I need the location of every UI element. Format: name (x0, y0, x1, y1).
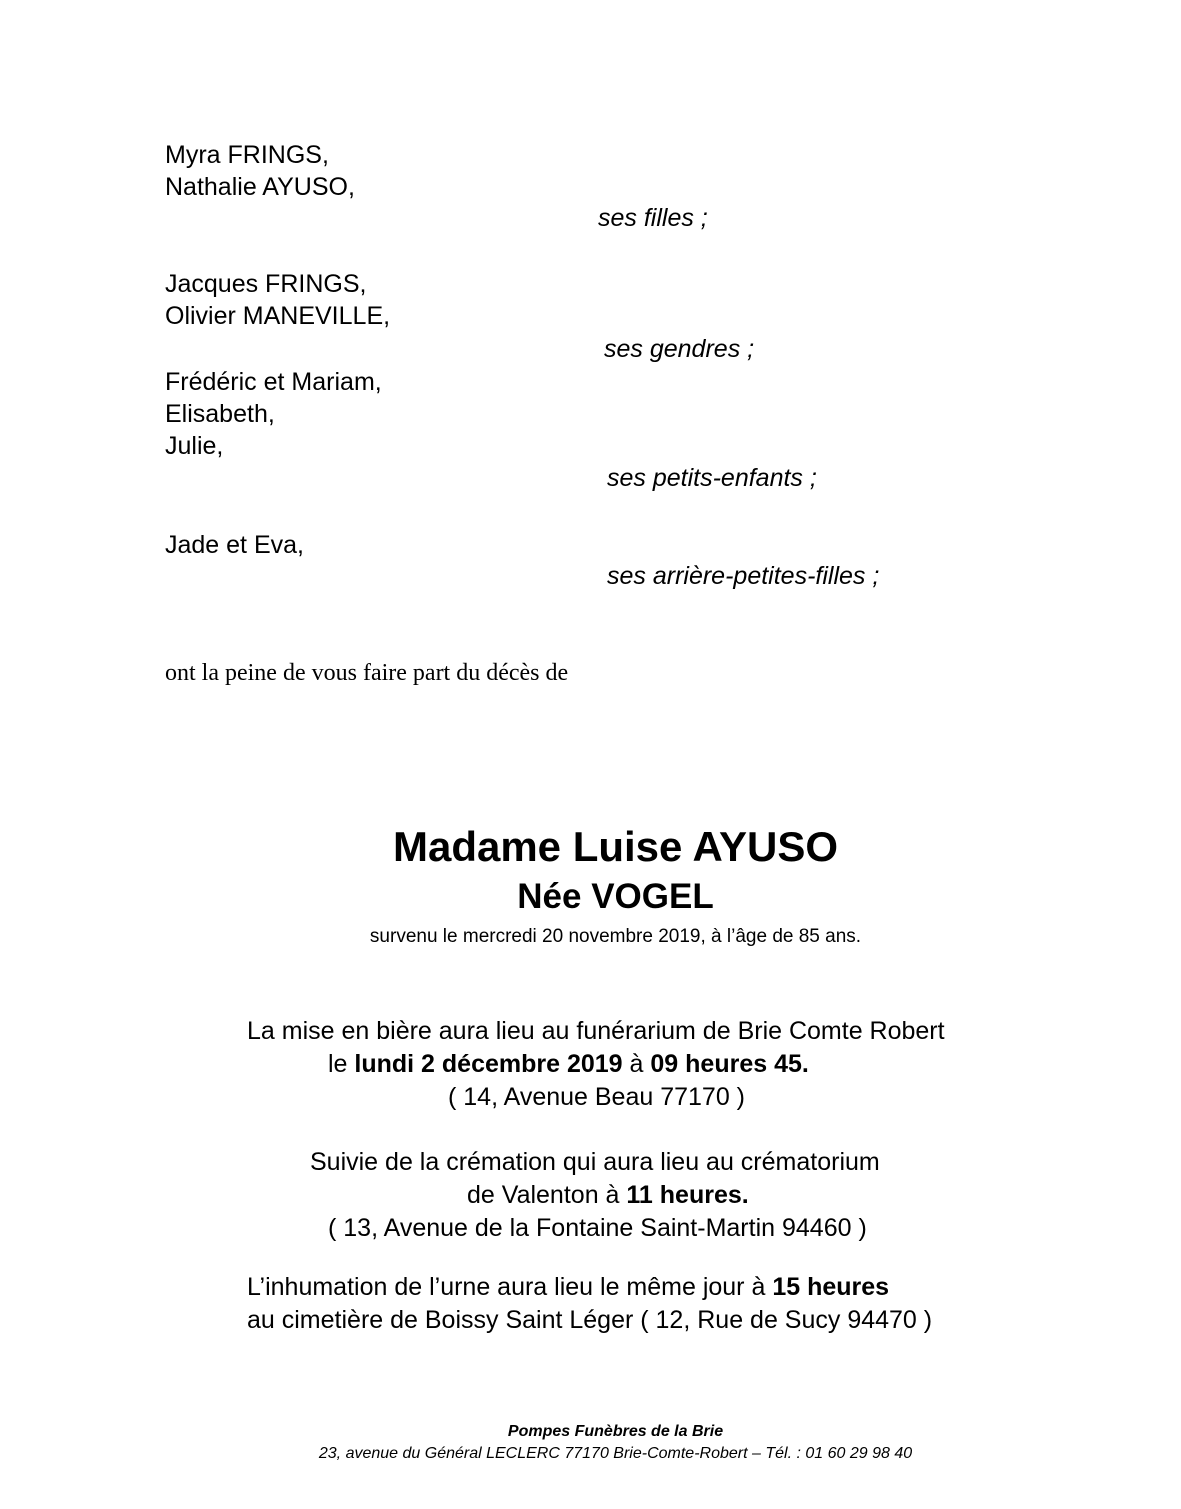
sons-in-law-role: ses gendres ; (604, 335, 755, 363)
son-in-law-name-1: Jacques FRINGS, (165, 270, 367, 298)
grandchild-name-3: Julie, (165, 432, 224, 460)
inhumation-line1 (247, 1271, 889, 1304)
daughter-name-1: Myra FRINGS, (165, 141, 329, 169)
deceased-name: Madame Luise AYUSO (392, 823, 839, 870)
inhumation-time: 15 heures (772, 1273, 890, 1301)
grandchildren-role: ses petits-enfants ; (607, 464, 817, 492)
mise-en-biere-date: lundi 2 décembre 2019 (354, 1050, 623, 1078)
mise-en-biere-mid: à (622, 1050, 651, 1078)
great-grandchild-name-1: Jade et Eva, (165, 531, 304, 559)
footer-address: 23, avenue du Général LECLERC 77170 Brie-Comte-Robert – Tél. : 01 60 29 98 40 (318, 1445, 913, 1462)
mise-en-biere-prefix: le (328, 1050, 355, 1078)
announcement-text: ont la peine de vous faire part du décès de (165, 660, 569, 686)
inhumation-prefix: L’inhumation de l’urne aura lieu le même jour à (247, 1273, 773, 1301)
death-notice: survenu le mercredi 20 novembre 2019, à l’âge de 85 ans. (369, 926, 862, 947)
daughters-role: ses filles ; (598, 204, 708, 232)
daughter-name-2: Nathalie AYUSO, (165, 173, 355, 201)
great-grandchildren-role: ses arrière-petites-filles ; (607, 562, 880, 590)
son-in-law-name-2: Olivier MANEVILLE, (165, 302, 391, 330)
mise-en-biere-line1: La mise en bière aura lieu au funérarium de Brie Comte Robert (247, 1017, 945, 1045)
cremation-prefix: de Valenton à (467, 1181, 627, 1209)
cremation-address: ( 13, Avenue de la Fontaine Saint-Martin 94460 ) (328, 1214, 867, 1242)
cremation-time: 11 heures. (626, 1181, 749, 1209)
grandchild-name-1: Frédéric et Mariam, (165, 368, 382, 396)
mise-en-biere-line2 (328, 1048, 809, 1081)
inhumation-line2: au cimetière de Boissy Saint Léger ( 12, Rue de Sucy 94470 ) (247, 1306, 933, 1334)
cremation-line1: Suivie de la crémation qui aura lieu au crématorium (310, 1148, 880, 1176)
mise-en-biere-address: ( 14, Avenue Beau 77170 ) (448, 1083, 745, 1111)
mise-en-biere-time: 09 heures 45. (650, 1050, 809, 1078)
cremation-line2 (467, 1179, 749, 1212)
maiden-name: Née VOGEL (517, 877, 714, 916)
grandchild-name-2: Elisabeth, (165, 400, 275, 428)
footer-company: Pompes Funèbres de la Brie (507, 1423, 724, 1440)
